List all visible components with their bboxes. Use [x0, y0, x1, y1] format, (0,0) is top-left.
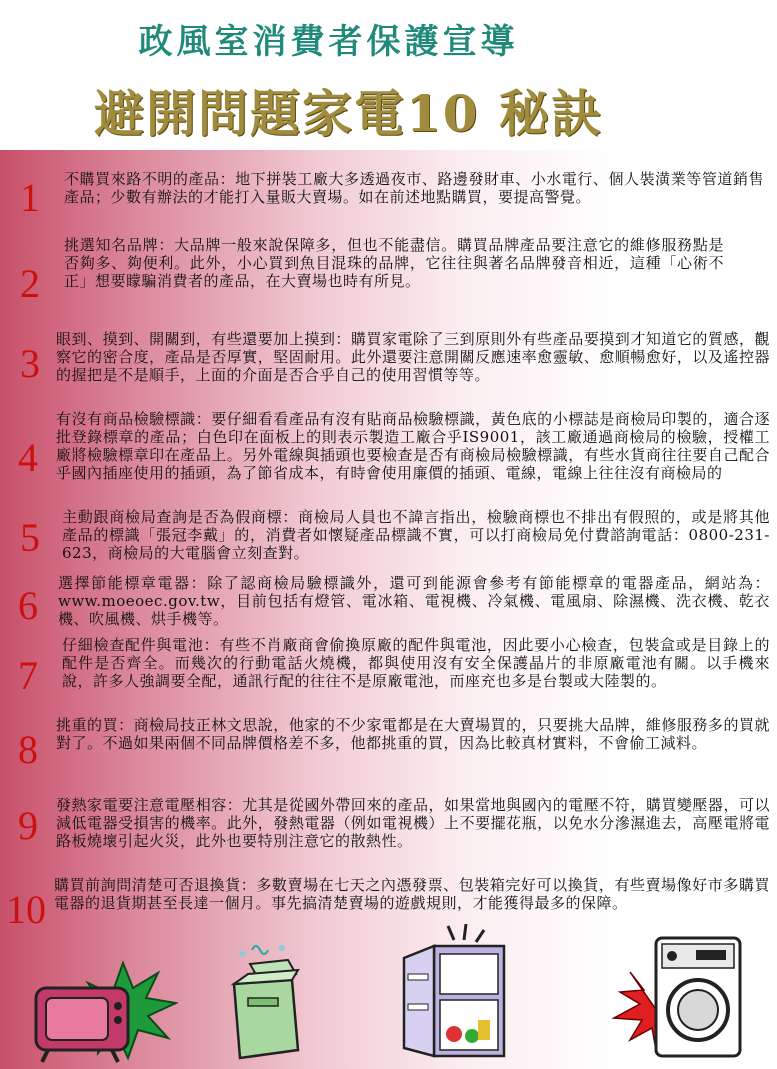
- open-refrigerator-icon: [398, 924, 528, 1064]
- tip-text: 有沒有商品檢驗標識：要仔細看看產品有沒有貼商品檢驗標識，黃色底的小標誌是商檢局印製的，適合逐批登錄標章的產品；白色印在面板上的則表示製造工廠合乎IS9001，該工廠通過商檢局的檢驗，授權工廠將檢驗標章印在產品上。另外電線與插頭也要檢查是否有商檢局檢驗標識，有些水貨商往往要自己配合乎國內插座使用的插頭，為了節省成本，有時會使用廉價的插頭、電線，電線上往往沒有商檢局的: [56, 410, 770, 482]
- tip-number: 2: [20, 261, 40, 306]
- page-subtitle: 避開問題家電10 秘訣: [94, 84, 603, 143]
- tip-text: 仔細檢查配件與電池：有些不肖廠商會偷換原廠的配件與電池，因此要小心檢查，包裝盒或是目錄上的配件是否齊全。而幾次的行動電話火燒機，都與使用沒有安全保護晶片的非原廠電池有關。以手機來說，許多人強調要全配，通訊行配的往往不是原廠電池，而座充也多是台製或大陸製的。: [62, 636, 770, 690]
- tip-number: 1: [20, 175, 40, 220]
- shaking-washing-machine-icon: [600, 932, 750, 1064]
- leaking-washer-icon: [222, 940, 312, 1064]
- tip-number: 9: [18, 803, 38, 848]
- tip-text: 選擇節能標章電器：除了認商檢局驗標識外，還可到能源會參考有節能標章的電器產品，網站為：www.moeoec.gov.tw，目前包括有燈管、電冰箱、電視機、冷氣機、電風扇、除濕機、洗衣機、乾衣機、吹風機、烘手機等。: [58, 574, 770, 628]
- tip-number: 4: [18, 435, 38, 480]
- tip-number: 7: [18, 653, 38, 698]
- tip-number: 10: [6, 887, 46, 932]
- tip-number: 3: [20, 341, 40, 386]
- tip-text: 購買前詢問清楚可否退換貨：多數賣場在七天之內憑發票、包裝箱完好可以換貨，有些賣場像好市多購買電器的退貨期甚至長達一個月。事先搞清楚賣場的遊戲規則，才能獲得最多的保障。: [54, 876, 770, 912]
- page-title: 政風室消費者保護宣導: [138, 22, 519, 62]
- tip-number: 5: [20, 515, 40, 560]
- tip-text: 挑選知名品牌：大品牌一般來說保障多，但也不能盡信。購買品牌產品要注意它的維修服務點是否夠多、夠便利。此外，小心買到魚目混珠的品牌，它往往與著名品牌發音相近，這種「心術不正」想要矇騙消費者的產品，在大賣場也時有所見。: [64, 236, 724, 290]
- tip-text: 不購買來路不明的產品：地下拼裝工廠大多透過夜市、路邊發財車、小水電行、個人裝潢業等管道銷售產品；少數有辦法的才能打入量販大賣場。如在前述地點購買，要提高警覺。: [64, 170, 764, 206]
- tip-text: 眼到、摸到、開關到，有些還要加上摸到：購買家電除了三到原則外有些產品要摸到才知道它的質感，觀察它的密合度，產品是否厚實，堅固耐用。此外還要注意開關反應速率愈靈敏、愈順暢愈好，以及遙控器的握把是不是順手，上面的介面是否合乎自己的使用習慣等等。: [56, 330, 770, 384]
- tip-number: 6: [18, 583, 38, 628]
- tip-text: 發熱家電要注意電壓相容：尤其是從國外帶回來的產品，如果當地與國內的電壓不符，購買變壓器，可以減低電器受損害的機率。此外，發熱電器（例如電視機）上不要擺花瓶，以免水分滲濕進去，高壓電將電路板燒壞引起火災，此外也要特別注意它的散熱性。: [56, 796, 770, 850]
- tip-text: 主動跟商檢局查詢是否為假商標：商檢局人員也不諱言指出，檢驗商標也不排出有假照的，或是將其他產品的標識「張冠李戴」的，消費者如懷疑產品標識不實，可以打商檢局免付費諮詢電話：0800-231-623，商檢局的大電腦會立刻查對。: [62, 508, 770, 562]
- tip-text: 挑重的買：商檢局技正林文思說，他家的不少家電都是在大賣場買的，只要挑大品牌，維修服務多的買就對了。不過如果兩個不同品牌價格差不多，他都挑重的買，因為比較真材實料，不會偷工減料。: [56, 716, 770, 752]
- exploding-tv-icon: [28, 958, 178, 1064]
- tip-number: 8: [18, 727, 38, 772]
